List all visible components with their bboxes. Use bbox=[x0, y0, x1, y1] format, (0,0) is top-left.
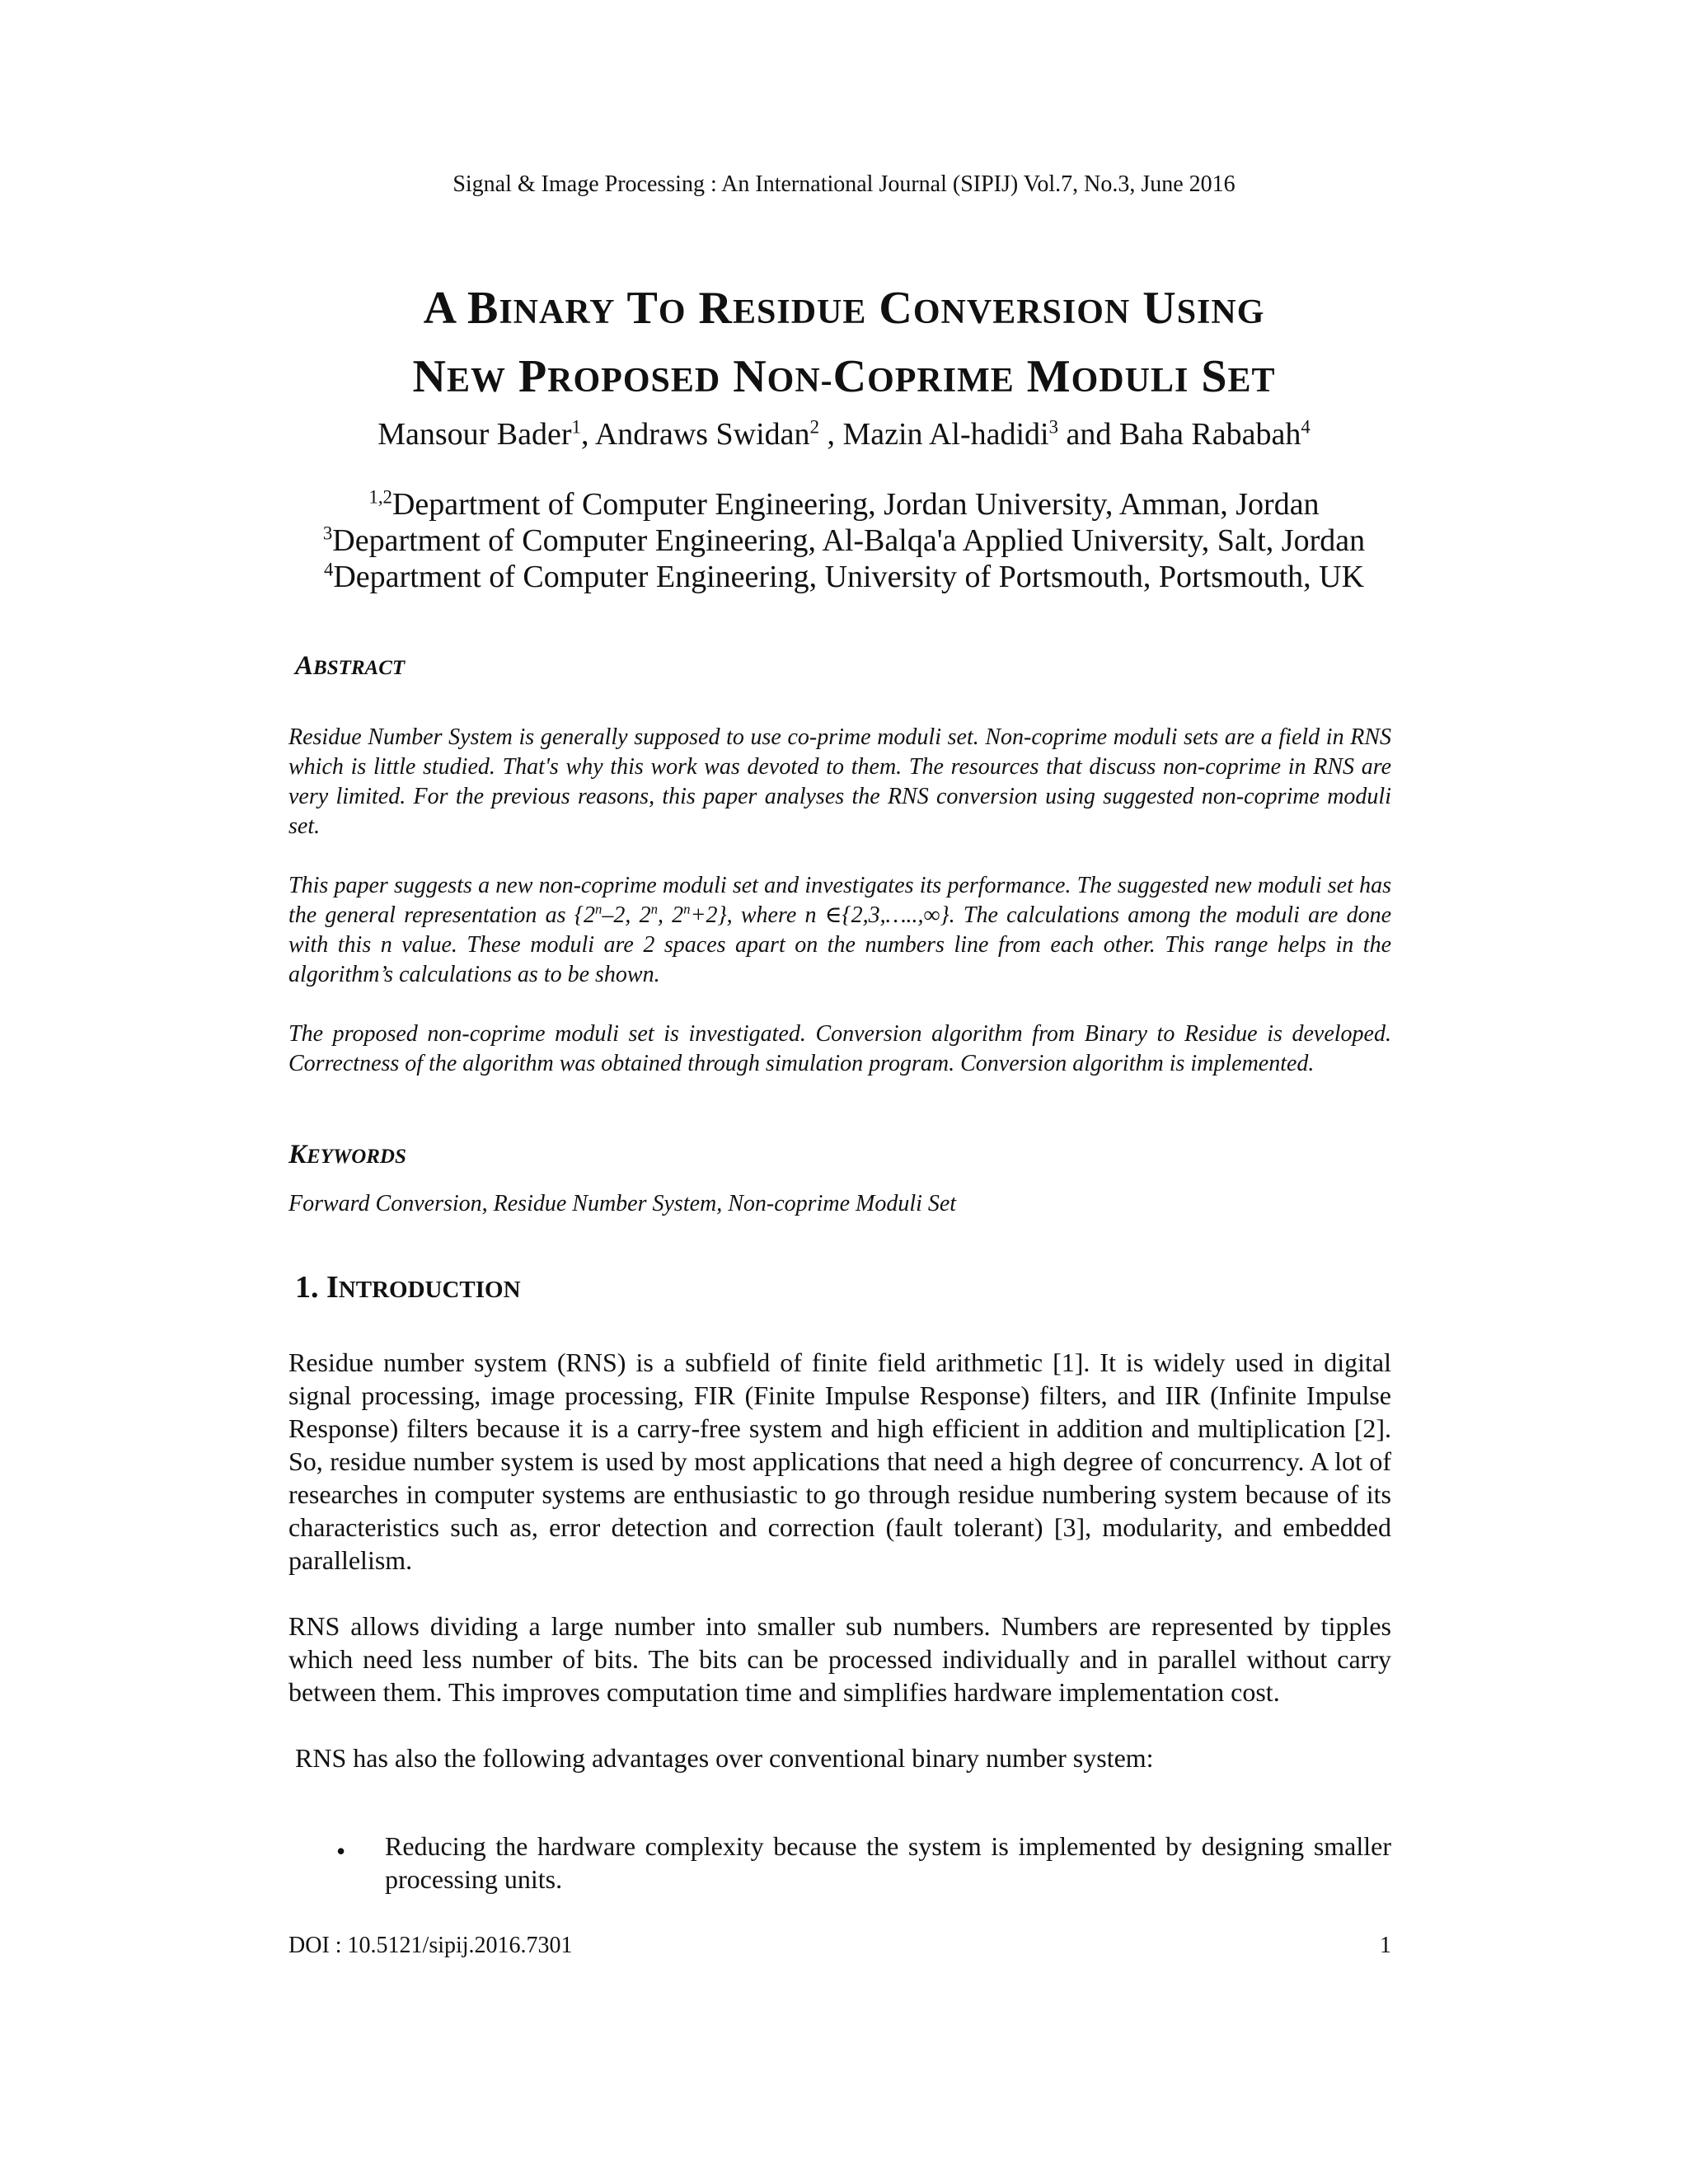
title-word: A bbox=[423, 283, 455, 334]
body-paragraph: RNS has also the following advantages over conventional binary number system: bbox=[295, 1743, 1154, 1773]
title-word: NEW bbox=[412, 351, 506, 402]
title-word: CONVERSION bbox=[879, 283, 1131, 334]
bullet-icon: • bbox=[336, 1836, 346, 1866]
bullet-item: Reducing the hardware complexity because the system is implemented by designing smaller processing units. bbox=[385, 1831, 1391, 1894]
title-word: BINARY bbox=[467, 283, 616, 334]
paper-title bbox=[0, 276, 1688, 413]
title-line-1 bbox=[0, 276, 1688, 344]
title-word: MODULI bbox=[1026, 351, 1189, 402]
title-line-2 bbox=[0, 344, 1688, 413]
title-word: PROPOSED bbox=[518, 351, 721, 402]
abstract-paragraph: This paper suggests a new non-coprime moduli set and investigates its performance. The suggested new moduli set has the general representation as {2$^n$–2, 2$^n$, $2^n+2$}, where n ∈{2,3,…..,∞}. The calculations among the moduli are done with this n value. These moduli are 2 spaces apart on the numbers line from each other. This range helps in the algorithm’s calculations as to be shown. bbox=[288, 873, 1391, 987]
abstract-body bbox=[288, 723, 1391, 1108]
title-word: NON-COPRIME bbox=[733, 351, 1015, 402]
author-list: Mansour Bader$^1$, Andraws Swidan$^2$ , Mazin Al-hadidi$^3$ and Baha Rababah$^4$ bbox=[377, 416, 1311, 452]
page-number: 1 bbox=[1380, 1933, 1391, 1958]
keywords-text: Forward Conversion, Residue Number System, Non-coprime Moduli Set bbox=[288, 1191, 957, 1216]
abstract-heading: ABSTRACT bbox=[295, 651, 406, 681]
abstract-paragraph: Residue Number System is generally supposed to use co-prime moduli set. Non-coprime moduli sets are a field in RNS which is little studied. That's why this work was devoted to them. The resources that discuss non-coprime in RNS are very limited. For the previous reasons, this paper analyses the RNS conversion using suggested non-coprime moduli set. bbox=[288, 724, 1391, 839]
keywords-heading: KEYWORDS bbox=[288, 1140, 406, 1169]
introduction-body bbox=[288, 1346, 1391, 1807]
introduction-heading: 1. INTRODUCTION bbox=[295, 1270, 521, 1305]
affiliations bbox=[0, 486, 1688, 595]
body-paragraph: Residue number system (RNS) is a subfield of finite field arithmetic [1]. It is widely used in digital signal processing, image processing, FIR (Finite Impulse Response) filters, and IIR (Infinite Impulse Response) filters because it is a carry-free system and high efficient in addition and multiplication [2]. So, residue number system is used by most applications that need a high degree of concurrency. A lot of researches in computer systems are enthusiastic to go through residue numbering system because of its characteristics such as, error detection and correction (fault tolerant) [3], modularity, and embedded parallelism. bbox=[288, 1347, 1391, 1575]
affiliation-line: $^4$Department of Computer Engineering, University of Portsmouth, Portsmouth, UK bbox=[323, 559, 1365, 594]
affiliation-line: $^3$Department of Computer Engineering, Al-Balqa'a Applied University, Salt, Jordan bbox=[322, 523, 1366, 558]
doi-footer: DOI : 10.5121/sipij.2016.7301 bbox=[288, 1933, 573, 1958]
title-word: USING bbox=[1142, 283, 1265, 334]
title-word: RESIDUE bbox=[698, 283, 867, 334]
abstract-paragraph: The proposed non-coprime moduli set is investigated. Conversion algorithm from Binary to Residue is developed. Correctness of the algorithm was obtained through simulation program. Conversion algorithm is implemented. bbox=[288, 1021, 1391, 1076]
title-word: TO bbox=[626, 283, 687, 334]
title-word: SET bbox=[1201, 351, 1276, 402]
body-paragraph: RNS allows dividing a large number into smaller sub numbers. Numbers are represented by tipples which need less number of bits. The bits can be processed individually and in parallel without carry between them. This improves computation time and simplifies hardware implementation cost. bbox=[288, 1611, 1391, 1707]
journal-header: Signal & Image Processing : An International Journal (SIPIJ) Vol.7, No.3, June 2016 bbox=[452, 171, 1236, 197]
affiliation-line: $^{1,2}$Department of Computer Engineering, Jordan University, Amman, Jordan bbox=[368, 486, 1320, 522]
